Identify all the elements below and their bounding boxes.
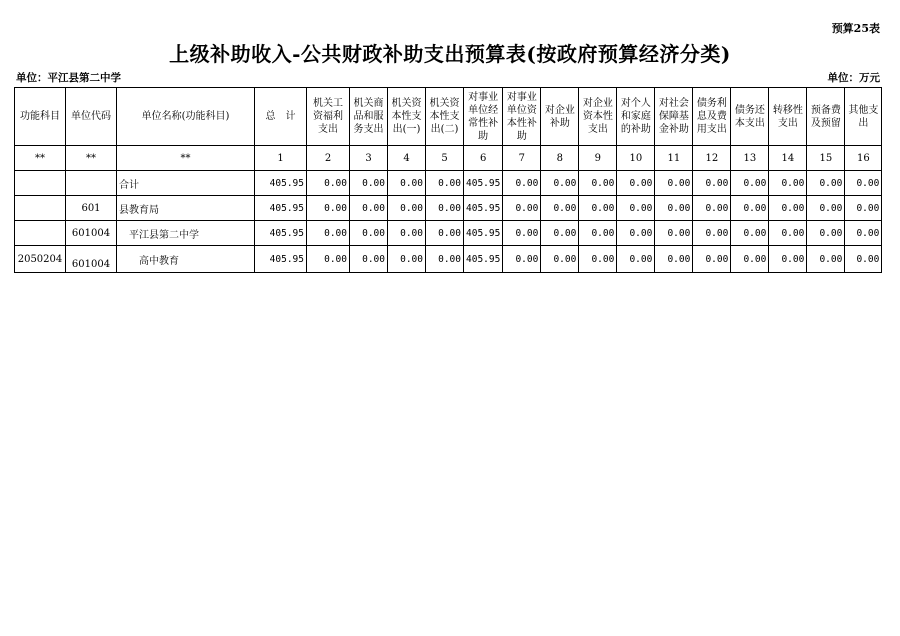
amount-cell: 0.00 xyxy=(388,171,426,196)
amount-cell: 405.95 xyxy=(464,171,503,196)
column-header: 机关资本性支出(一) xyxy=(388,88,426,146)
budget-table xyxy=(14,87,882,273)
amount-cell: 0.00 xyxy=(845,246,882,273)
index-cell: 15 xyxy=(807,146,845,171)
amount-cell: 405.95 xyxy=(255,196,307,221)
column-header: 单位代码 xyxy=(66,88,117,146)
page-title: 上级补助收入-公共财政补助支出预算表(按政府预算经济分类) xyxy=(169,42,731,66)
amount-cell: 405.95 xyxy=(464,246,503,273)
header-row xyxy=(15,88,882,146)
column-header: 转移性支出 xyxy=(769,88,807,146)
amount-cell: 0.00 xyxy=(731,196,769,221)
amount-cell: 405.95 xyxy=(255,171,307,196)
amount-cell: 0.00 xyxy=(350,221,388,246)
amount-cell: 0.00 xyxy=(503,196,541,221)
amount-cell: 0.00 xyxy=(769,246,807,273)
index-cell: ** xyxy=(15,146,66,171)
function-code-cell xyxy=(15,196,66,221)
index-cell: 16 xyxy=(845,146,882,171)
column-header: 对事业单位资本性补助 xyxy=(503,88,541,146)
amount-cell: 405.95 xyxy=(255,246,307,273)
amount-cell: 0.00 xyxy=(807,246,845,273)
amount-cell: 0.00 xyxy=(541,221,579,246)
amount-cell: 0.00 xyxy=(426,171,464,196)
amount-cell: 0.00 xyxy=(693,221,731,246)
unit-code-cell: 601 xyxy=(66,196,117,221)
index-cell: 8 xyxy=(541,146,579,171)
amount-cell: 0.00 xyxy=(617,246,655,273)
amount-cell: 0.00 xyxy=(426,221,464,246)
amount-cell: 0.00 xyxy=(388,196,426,221)
amount-cell: 0.00 xyxy=(807,171,845,196)
amount-cell: 0.00 xyxy=(350,171,388,196)
index-cell: 3 xyxy=(350,146,388,171)
amount-cell: 0.00 xyxy=(579,221,617,246)
currency-unit: 单位：万元 xyxy=(827,72,880,84)
amount-cell: 0.00 xyxy=(503,221,541,246)
amount-cell: 0.00 xyxy=(845,196,882,221)
amount-cell: 0.00 xyxy=(541,246,579,273)
amount-cell: 405.95 xyxy=(255,221,307,246)
index-cell: 12 xyxy=(693,146,731,171)
amount-cell: 0.00 xyxy=(693,171,731,196)
amount-cell: 0.00 xyxy=(807,221,845,246)
index-cell: 5 xyxy=(426,146,464,171)
column-header: 对事业单位经常性补助 xyxy=(464,88,503,146)
amount-cell: 405.95 xyxy=(464,221,503,246)
amount-cell: 0.00 xyxy=(731,246,769,273)
amount-cell: 0.00 xyxy=(617,196,655,221)
amount-cell: 0.00 xyxy=(655,246,693,273)
amount-cell: 0.00 xyxy=(307,221,350,246)
unit-name-cell: 县教育局 xyxy=(117,196,255,221)
index-row xyxy=(15,146,882,171)
amount-cell: 0.00 xyxy=(617,221,655,246)
table-row xyxy=(15,196,882,221)
index-cell: ** xyxy=(117,146,255,171)
column-header: 机关商品和服务支出 xyxy=(350,88,388,146)
amount-cell: 0.00 xyxy=(731,171,769,196)
amount-cell: 0.00 xyxy=(655,221,693,246)
amount-cell: 0.00 xyxy=(693,246,731,273)
amount-cell: 0.00 xyxy=(350,246,388,273)
amount-cell: 0.00 xyxy=(845,221,882,246)
column-header: 单位名称(功能科目) xyxy=(117,88,255,146)
index-cell: 14 xyxy=(769,146,807,171)
amount-cell: 0.00 xyxy=(426,246,464,273)
amount-cell: 0.00 xyxy=(503,171,541,196)
amount-cell: 0.00 xyxy=(541,196,579,221)
column-header: 对社会保障基金补助 xyxy=(655,88,693,146)
index-cell: 4 xyxy=(388,146,426,171)
amount-cell: 405.95 xyxy=(464,196,503,221)
unit-name: 单位：平江县第二中学 xyxy=(16,72,121,84)
table-row xyxy=(15,171,882,196)
amount-cell: 0.00 xyxy=(307,196,350,221)
amount-cell: 0.00 xyxy=(388,246,426,273)
function-code-cell xyxy=(15,221,66,246)
amount-cell: 0.00 xyxy=(807,196,845,221)
index-cell: ** xyxy=(66,146,117,171)
amount-cell: 0.00 xyxy=(350,196,388,221)
unit-name-cell: 合计 xyxy=(117,171,255,196)
amount-cell: 0.00 xyxy=(769,171,807,196)
index-cell: 1 xyxy=(255,146,307,171)
amount-cell: 0.00 xyxy=(307,171,350,196)
amount-cell: 0.00 xyxy=(388,221,426,246)
amount-cell: 0.00 xyxy=(655,196,693,221)
unit-code-cell: 601004 xyxy=(66,246,117,273)
index-cell: 9 xyxy=(579,146,617,171)
form-number: 预算25表 xyxy=(831,22,880,35)
column-header: 预备费及预留 xyxy=(807,88,845,146)
amount-cell: 0.00 xyxy=(579,196,617,221)
amount-cell: 0.00 xyxy=(503,246,541,273)
column-header: 对企业补助 xyxy=(541,88,579,146)
column-header: 功能科目 xyxy=(15,88,66,146)
amount-cell: 0.00 xyxy=(845,171,882,196)
amount-cell: 0.00 xyxy=(769,196,807,221)
amount-cell: 0.00 xyxy=(769,221,807,246)
column-header: 对企业资本性支出 xyxy=(579,88,617,146)
table-row xyxy=(15,221,882,246)
index-cell: 11 xyxy=(655,146,693,171)
table-row xyxy=(15,246,882,273)
index-cell: 6 xyxy=(464,146,503,171)
unit-name-cell: 平江县第二中学 xyxy=(117,221,255,246)
amount-cell: 0.00 xyxy=(731,221,769,246)
index-cell: 7 xyxy=(503,146,541,171)
amount-cell: 0.00 xyxy=(579,246,617,273)
function-code-cell: 2050204 xyxy=(15,246,66,273)
column-header: 债务利息及费用支出 xyxy=(693,88,731,146)
column-header: 债务还本支出 xyxy=(731,88,769,146)
column-header: 机关工资福利支出 xyxy=(307,88,350,146)
column-header: 其他支出 xyxy=(845,88,882,146)
column-header: 机关资本性支出(二) xyxy=(426,88,464,146)
index-cell: 10 xyxy=(617,146,655,171)
amount-cell: 0.00 xyxy=(655,171,693,196)
amount-cell: 0.00 xyxy=(307,246,350,273)
amount-cell: 0.00 xyxy=(426,196,464,221)
unit-code-cell xyxy=(66,171,117,196)
function-code-cell xyxy=(15,171,66,196)
unit-name-cell: 高中教育 xyxy=(117,246,255,273)
index-cell: 13 xyxy=(731,146,769,171)
column-header: 对个人和家庭的补助 xyxy=(617,88,655,146)
amount-cell: 0.00 xyxy=(579,171,617,196)
amount-cell: 0.00 xyxy=(617,171,655,196)
index-cell: 2 xyxy=(307,146,350,171)
amount-cell: 0.00 xyxy=(693,196,731,221)
amount-cell: 0.00 xyxy=(541,171,579,196)
column-header: 总 计 xyxy=(255,88,307,146)
unit-code-cell: 601004 xyxy=(66,221,117,246)
